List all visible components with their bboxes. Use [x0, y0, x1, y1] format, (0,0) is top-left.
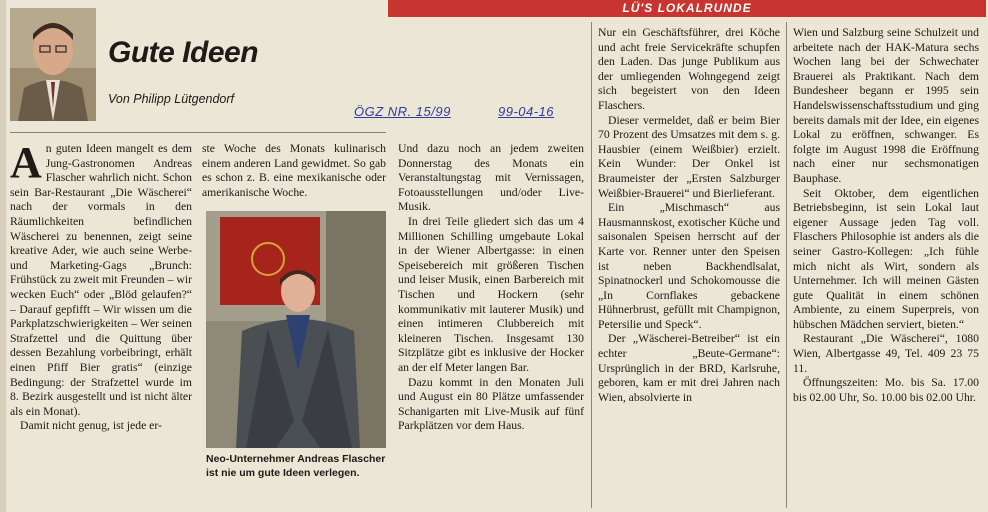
column-rule — [786, 22, 787, 508]
handwritten-date-note: 99-04-16 — [498, 104, 555, 119]
paragraph: Dieser vermeldet, daß er beim Bier 70 Prozent des Umsatzes mit dem s. g. Hausbier (einem Weißbier) erzielt. Kein Wunder: Der Onkel ist Braumeister der „Ersten Salzburger Weißbier-Brauerei“ und Bierlieferant. — [598, 113, 780, 200]
paragraph: Nur ein Geschäftsführer, drei Köche und acht freie Servicekräfte schupfen den Laden. Das junge Publikum aus der umliegenden Wohngegend zeigt sich begeistert von den Ideen Flaschers. — [598, 26, 780, 112]
paragraph: Restaurant „Die Wäscherei“, 1080 Wien, Albertgasse 49, Tel. 409 23 75 11. — [793, 332, 979, 375]
paragraph: Seit Oktober, dem eigentlichen Betriebsbeginn, ist sein Lokal laut eigener Aussage jeden Tag voll. Flaschers Philosophie ist anders als die seiner Gastro-Kollegen: „Ich fühle mich nicht als Wirt, sondern als Unternehmer. Ich will meinen Gästen gute Qualität in einem schönen Ambiente, zu einem Superpreis, von hübschen Mädchen serviert, bieten.“ — [793, 186, 979, 331]
headline: Gute Ideen — [108, 36, 259, 69]
paragraph — [10, 138, 192, 419]
paragraph-text: n guten Ideen mangelt es dem Jung-Gastronomen Andreas Flascher wahrlich nicht. Schon sein Bar-Restaurant „Die Wäscherei“ nach der vormals in den Räumlichkeiten befindlichen Wäscherei zu benennen, zeigt seine kreative Ader, wie auch seine Werbe- und Marketing-Gags „Brunch: Frühstück zu zweit mit Freunden – wir wecken Euch“ oder „Blöd gelaufen?“ – Darauf gepfifft – Wir wissen um die Parkplatzschwierigkeiten – Wer seinen Strafzettel und die Quittung über dessen Bezahlung vorbeibringt, erhält einen Pfiff Bier gratis“ (einzige Bedingung: der Strafzettel wurde im 8. Bezirk ausgestellt und ist nicht älter als ein Monat). — [10, 142, 192, 418]
paragraph: Damit nicht genug, ist jede er- — [20, 419, 162, 433]
handwritten-issue-note: ÖGZ NR. 15/99 — [354, 104, 451, 119]
paragraph: Ein „Mischmasch“ aus Hausmannskost, exotischer Küche und saisonalen Speisen herrscht auf der Karte vor. Renner unter den Speisen ist neben Backhendlsalat, Spinatnockerl und Schokomousse die „In Cornflakes gebackene Hühnerbrust, gefüllt mit Champignon, Petersilie und Speck“. — [598, 201, 780, 331]
article-column-2 — [202, 142, 386, 200]
column-rule — [591, 22, 592, 508]
article-column-4 — [598, 26, 780, 405]
paragraph: Dazu kommt in den Monaten Juli und August ein 80 Plätze umfassender Schanigarten mit Live-Musik auf fünf Parkplätzen vor dem Haus. — [398, 375, 584, 433]
paragraph: Und dazu noch an jedem zweiten Donnerstag des Monats ein Veranstaltungstag mit Vernissagen, Fotoausstellungen und/oder Live-Musik. — [398, 142, 584, 214]
portrait-photo — [206, 211, 386, 448]
article-column-1 — [10, 138, 192, 434]
section-header — [388, 0, 986, 17]
page-edge — [0, 0, 6, 512]
article-column-3 — [398, 142, 584, 434]
paragraph: Öffnungszeiten: Mo. bis Sa. 17.00 bis 02.00 Uhr, So. 10.00 bis 02.00 Uhr. — [793, 376, 979, 404]
paragraph: Wien und Salzburg seine Schulzeit und arbeitete nach der HAK-Matura sechs Wochen lang bei der Schwechater Brauerei als Praktikant. Nach dem Bundesheer begann er 1995 sein Handelswissenschaftsstudium und ging bereits damals mit der Idee, ein eigenes Lokal zu eröffnen, schwanger. Es folgte im August 1998 die Eröffnung nach einer nur sechsmonatigen Bauphase. — [793, 26, 979, 185]
section-title: LÜ'S LOKALRUNDE — [622, 1, 752, 15]
drop-cap: A — [10, 138, 42, 187]
paragraph: Der „Wäscherei-Betreiber“ ist ein echter „Beute-Germane“: Ursprünglich in der BRD, Karlsruhe, geboren, kam er mit drei Jahren nach Wien, absolvierte in — [598, 332, 780, 404]
article-column-5 — [793, 26, 979, 405]
photo-caption: Neo-Unternehmer Andreas Flascher ist nie um gute Ideen verlegen. — [206, 453, 386, 479]
divider — [10, 132, 386, 133]
author-portrait — [10, 8, 96, 121]
byline: Von Philipp Lütgendorf — [108, 92, 235, 106]
paragraph: ste Woche des Monats kulinarisch einem anderen Land gewidmet. So gab es schon z. B. eine mexikanische oder amerikanische Woche. — [202, 142, 386, 199]
paragraph: In drei Teile gliedert sich das um 4 Millionen Schilling umgebaute Lokal in der Wiener Albertgasse: in einen Speisebereich mit größeren Tischen und leiser Musik, einen Barbereich mit Tischen und Hockern (sehr kommunikativ mit lauterer Musik) und einen intimeren Clubbereich mit kleineren Tischen. Insgesamt 130 Sitzplätze gibt es inklusive der Hocker an der elf Meter langen Bar. — [398, 214, 584, 374]
